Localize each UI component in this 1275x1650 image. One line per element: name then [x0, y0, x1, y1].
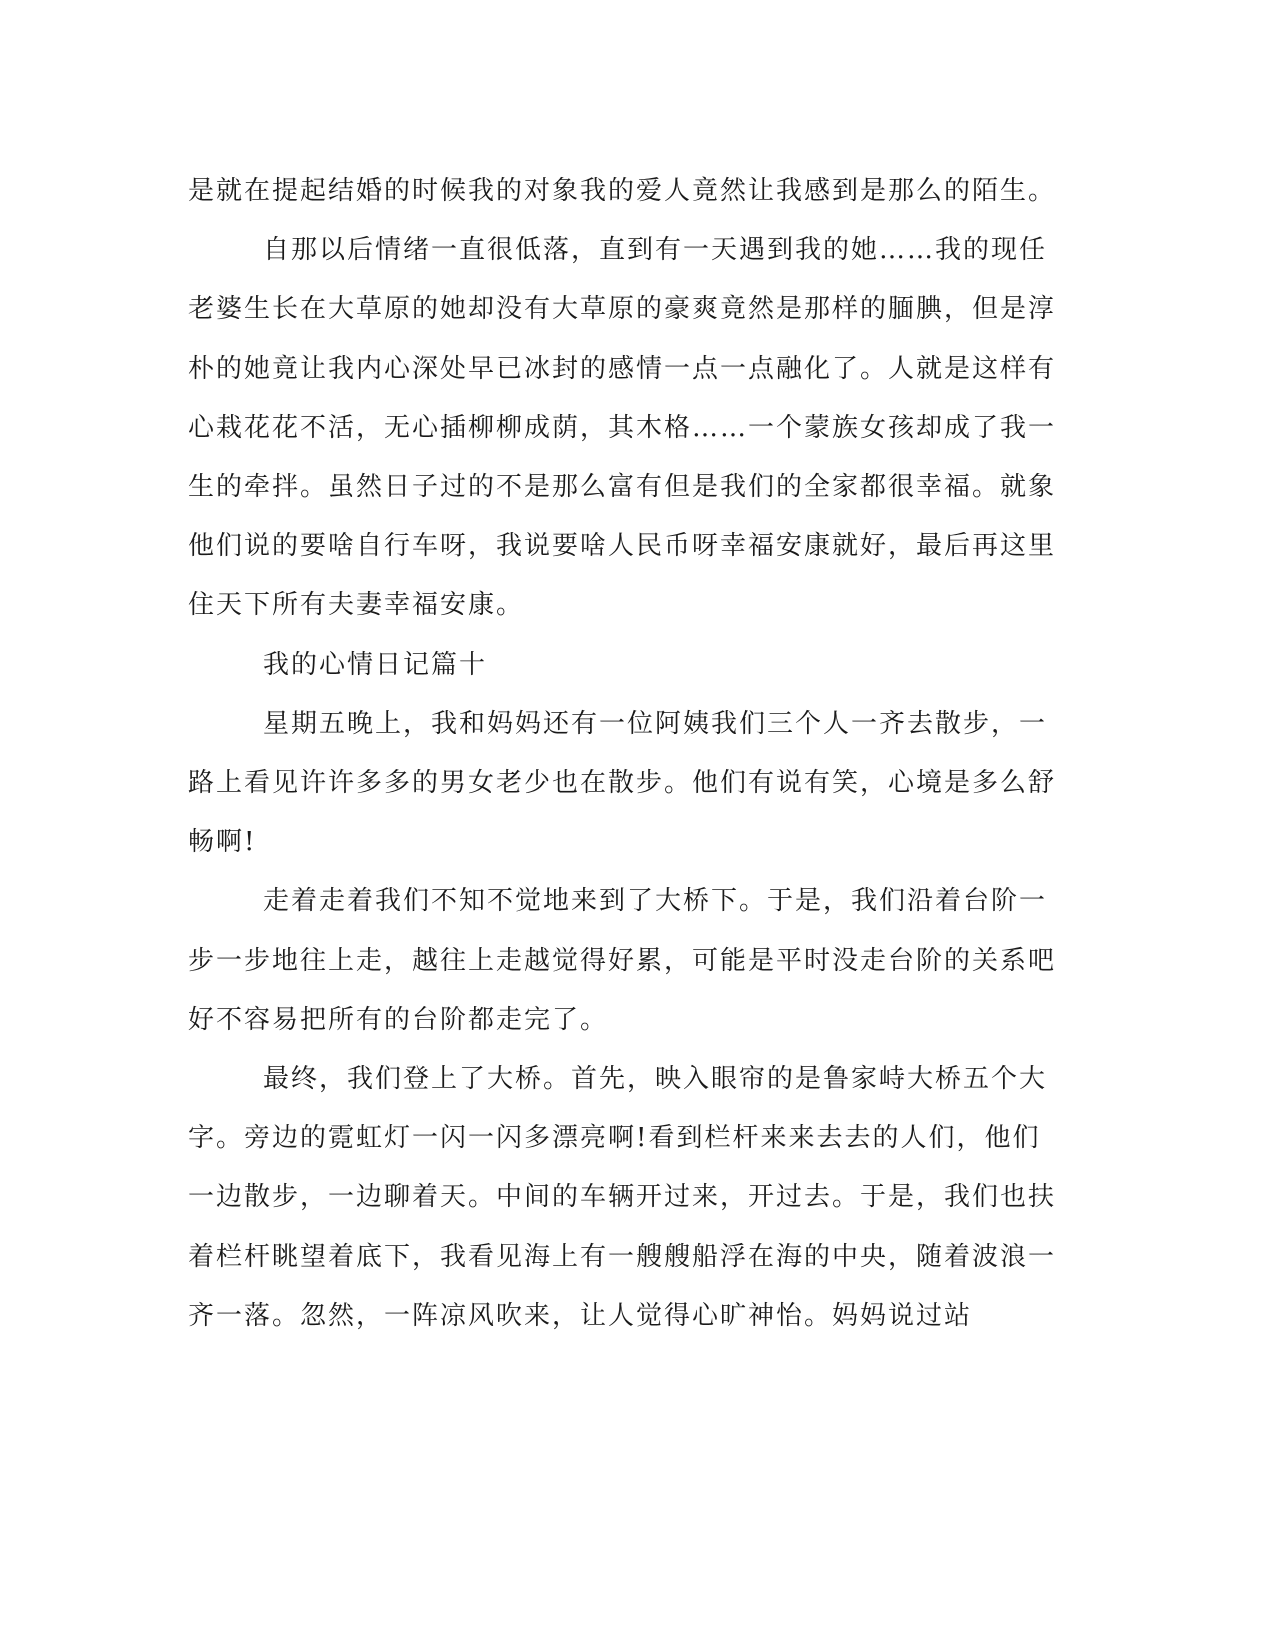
paragraph-on-bridge: 最终，我们登上了大桥。首先，映入眼帘的是鲁家峙大桥五个大字。旁边的霓虹灯一闪一闪多漂亮啊!看到栏杆来来去去的人们，他们一边散步，一边聊着天。中间的车辆开过来，开过去。于是，我们也扶着栏杆眺望着底下，我看见海上有一艘艘船浮在海的中央，随着波浪一齐一落。忽然，一阵凉风吹来，让人觉得心旷神怡。妈妈说过站: [188, 1064, 1057, 1331]
paragraph-bridge-steps: 走着走着我们不知不觉地来到了大桥下。于是，我们沿着台阶一步一步地往上走，越往上走越觉得好累，可能是平时没走台阶的关系吧好不容易把所有的台阶都走完了。: [188, 886, 1057, 1035]
document-body: [188, 162, 1068, 1346]
paragraph-friday-walk: 星期五晚上，我和妈妈还有一位阿姨我们三个人一齐去散步，一路上看见许许多多的男女老少也在散步。他们有说有笑，心境是多么舒畅啊!: [188, 708, 1057, 858]
paragraph-meeting-wife: 自那以后情绪一直很低落，直到有一天遇到我的她……我的现任老婆生长在大草原的她却没有大草原的豪爽竟然是那样的腼腆，但是淳朴的她竟让我内心深处早已冰封的感情一点一点融化了。人就是这样有心栽花花不活，无心插柳柳成荫，其木格……一个蒙族女孩却成了我一生的牵拌。虽然日子过的不是那么富有但是我们的全家都很幸福。就象他们说的要啥自行车呀，我说要啥人民币呀幸福安康就好，最后再这里住天下所有夫妻幸福安康。: [188, 235, 1057, 621]
paragraph-continuation: 是就在提起结婚的时候我的对象我的爱人竟然让我感到是那么的陌生。: [188, 176, 1057, 206]
section-heading: 我的心情日记篇十: [263, 649, 488, 680]
